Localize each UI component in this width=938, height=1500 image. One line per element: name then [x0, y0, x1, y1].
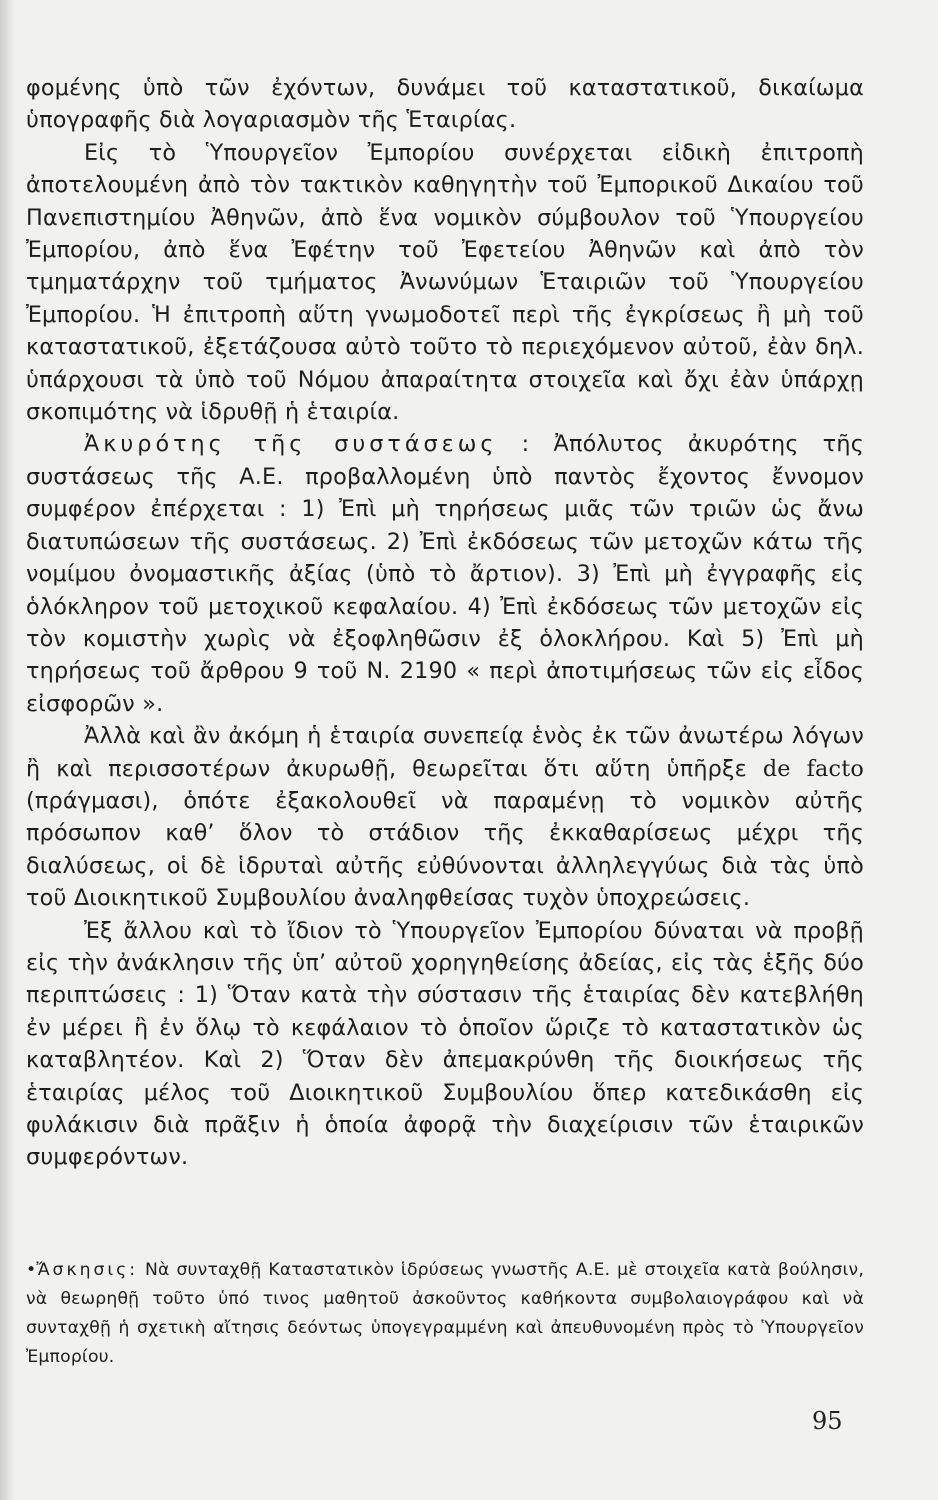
footnote-heading: Ἄσκησις:	[36, 1260, 139, 1280]
paragraph-continuation: φομένης ὑπὸ τῶν ἐχόντων, δυνάμει τοῦ καταστατικοῦ, δικαίωμα ὑπογραφῆς διὰ λογαριασμὸν τῆς Ἑταιρίας.	[26, 75, 864, 134]
footnote	[26, 1256, 864, 1372]
paragraph-committee: Εἰς τὸ Ὑπουργεῖον Ἐμπορίου συνέρχεται εἰδικὴ ἐπιτροπὴ ἀποτελουμένη ἀπὸ τὸν τακτικὸν καθηγητὴν τοῦ Ἐμπορικοῦ Δικαίου τοῦ Πανεπιστημίου Ἀθηνῶν, ἀπὸ ἕνα νομικὸν σύμβουλον τοῦ Ὑπουργείου Ἐμπορίου, ἀπὸ ἕνα Ἐφέτην τοῦ Ἐφετείου Ἀθηνῶν καὶ ἀπὸ τὸν τμηματάρχην τοῦ τμήματος Ἀνωνύμων Ἑταιριῶν τοῦ Ὑπουργείου Ἐμπορίου. Ἡ ἐπιτροπὴ αὕτη γνωμοδοτεῖ περὶ τῆς ἐγκρίσεως ἢ μὴ τοῦ καταστατικοῦ, ἐξετάζουσα αὐτὸ τοῦτο τὸ περιεχόμενον αὐτοῦ, ἐὰν δηλ. ὑπάρχουσι τὰ ὑπὸ τοῦ Νόμου ἀπαραίτητα στοιχεῖα καὶ ὄχι ἐὰν ὑπάρχῃ σκοπιμότης νὰ ἱδρυθῇ ἡ ἑταιρία.	[26, 139, 864, 426]
page-binding-edge	[0, 0, 14, 1500]
nullity-heading: Ἀκυρότης τῆς συστάσεως	[84, 431, 498, 458]
de-facto-after: (πράγμασι), ὁπότε ἐξακολουθεῖ νὰ παραμένῃ τὸ νομικὸν αὐτῆς πρόσωπον καθ’ ὅλον τὸ στάδιον τῆς ἐκκαθαρίσεως μέχρι τῆς διαλύσεως, οἱ δὲ ἱδρυταὶ αὐτῆς εὐθύνονται ἀλληλεγγύως διὰ τὰς ὑπὸ τοῦ Διοικητικοῦ Συμβουλίου ἀναληφθείσας τυχὸν ὑποχρεώσεις.	[26, 787, 864, 912]
nullity-text: : Ἀπόλυτος ἀκυρότης τῆς συστάσεως τῆς Α.Ε. προβαλλομένη ὑπὸ παντὸς ἔχοντος ἔννομον συμφέρον ἐπέρχεται : 1) Ἐπὶ μὴ τηρήσεως μιᾶς τῶν τριῶν ὡς ἄνω διατυπώσεων τῆς συστάσεως. 2) Ἐπὶ ἐκδόσεως τῶν μετοχῶν κάτω τῆς νομίμου ὀνομαστικῆς ἀξίας (ὑπὸ τὸ ἄρτιον). 3) Ἐπὶ μὴ ἐγγραφῆς εἰς ὁλόκληρον τοῦ μετοχικοῦ κεφαλαίου. 4) Ἐπὶ ἐκδόσεως τῶν μετοχῶν εἰς τὸν κομιστὴν χωρὶς νὰ ἐξοφληθῶσιν ἐξ ὁλοκλήρου. Καὶ 5) Ἐπὶ μὴ τηρήσεως τοῦ ἄρθρου 9 τοῦ Ν. 2190 « περὶ ἀποτιμήσεως τῶν εἰς εἶδος εἰσφορῶν ».	[26, 431, 864, 717]
footnote-marker: •	[26, 1260, 37, 1280]
paragraph-de-facto	[26, 720, 864, 914]
body-text	[26, 72, 864, 1174]
paragraph-nullity	[26, 428, 864, 720]
de-facto-latin: de facto	[762, 755, 864, 782]
paragraph-revocation: Ἐξ ἄλλου καὶ τὸ ἴδιον τὸ Ὑπουργεῖον Ἐμπορίου δύναται νὰ προβῇ εἰς τὴν ἀνάκλησιν τῆς ὑπ’ αὐτοῦ χορηγηθείσης ἀδείας, εἰς τὰς ἑξῆς δύο περιπτώσεις : 1) Ὅταν κατὰ τὴν σύστασιν τῆς ἑταιρίας δὲν κατεβλήθη ἐν μέρει ἢ ἐν ὅλῳ τὸ κεφάλαιον τὸ ὁποῖον ὥριζε τὸ καταστατικὸν ὡς καταβλητέον. Καὶ 2) Ὅταν δὲν ἀπεμακρύνθη τῆς διοικήσεως τῆς ἑταιρίας μέλος τοῦ Διοικητικοῦ Συμβουλίου ὅπερ κατεδικάσθη εἰς φυλάκισιν διὰ πρᾶξιν ἡ ὁποία ἀφορᾷ τὴν διαχείρισιν τῶν ἑταιρικῶν συμφερόντων.	[26, 917, 864, 1171]
de-facto-before: Ἀλλὰ καὶ ἂν ἀκόμη ἡ ἑταιρία συνεπείᾳ ἑνὸς ἐκ τῶν ἀνωτέρω λόγων ἢ καὶ περισσοτέρων ἀκυρωθῇ, θεωρεῖται ὅτι αὕτη ὑπῆρξε	[26, 723, 864, 782]
page-number: 95	[812, 1407, 843, 1435]
footnote-paragraph	[26, 1256, 864, 1372]
footnote-text: Νὰ συνταχθῇ Καταστατικὸν ἱδρύσεως γνωστῆς Α.Ε. μὲ στοιχεῖα κατὰ βούλησιν, νὰ θεωρηθῇ τοῦτο ὑπό τινος μαθητοῦ ἀσκοῦντος καθήκοντα συμβολαιογράφου καὶ νὰ συνταχθῇ ἡ σχετικὴ αἴτησις δεόντως ὑπογεγραμμένη καὶ ἀπευθυνομένη πρὸς τὸ Ὑπουργεῖον Ἐμπορίου.	[26, 1260, 864, 1367]
